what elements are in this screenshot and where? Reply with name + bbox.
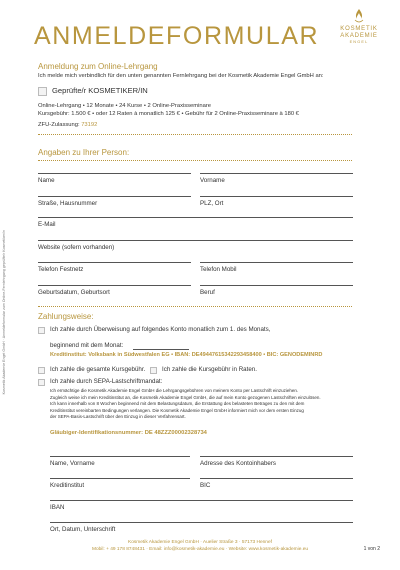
personal-heading: Angaben zu Ihrer Person: bbox=[38, 148, 130, 157]
footer-address: Kosmetik Akademie Engel GmbH · Auelier Straße 3 · 57173 Hennef bbox=[128, 540, 272, 545]
sidebar-note bbox=[2, 230, 10, 560]
total-fee-label: Ich zahle die gesamte Kursgebühr. bbox=[50, 366, 146, 373]
signature-field[interactable] bbox=[50, 522, 353, 523]
beruf-label: Beruf bbox=[200, 289, 215, 296]
plz-field[interactable] bbox=[200, 196, 353, 197]
transfer-option-label: Ich zahle durch Überweisung auf folgendes Konto monatlich zum 1. des Monats, bbox=[50, 326, 271, 333]
telefon-festnetz-field[interactable] bbox=[38, 262, 191, 263]
rates-checkbox[interactable] bbox=[150, 367, 157, 374]
zfu-label: ZFU-Zulassung: bbox=[38, 122, 80, 128]
email-label: E-Mail bbox=[38, 221, 56, 228]
total-fee-checkbox[interactable] bbox=[38, 367, 45, 374]
bic-label: BIC bbox=[200, 482, 211, 489]
start-month-label: beginnend mit dem Monat: bbox=[50, 342, 124, 349]
sepa-text-line: Kreditinstitut vereinbarten Bedingungen verlangen. Die Kosmetik Akademie Engel GmbH informiert mich vor dem ersten Einzug bbox=[50, 407, 304, 413]
geburtsdatum-label: Geburtsdatum, Geburtsort bbox=[38, 289, 110, 296]
start-month-field[interactable] bbox=[133, 349, 189, 350]
account-name-label: Name, Vorname bbox=[50, 460, 95, 467]
email-field[interactable] bbox=[38, 217, 353, 218]
logo-line1: KOSMETIK bbox=[340, 26, 378, 32]
plz-label: PLZ, Ort bbox=[200, 200, 224, 207]
payment-heading: Zahlungsweise: bbox=[38, 312, 94, 321]
transfer-checkbox[interactable] bbox=[38, 327, 45, 334]
registration-heading: Anmeldung zum Online-Lehrgang bbox=[38, 62, 158, 71]
course-details-1: Online-Lehrgang • 12 Monate • 24 Kurse • 2 Online-Praxisseminare bbox=[38, 103, 212, 109]
geburtsdatum-field[interactable] bbox=[38, 285, 191, 286]
iban-field[interactable] bbox=[50, 500, 353, 501]
sepa-text-line: Ich kann innerhalb von 8 Wochen beginnend mit dem Belastungsdatum, die Erstattung des belasteten Betrages zu den mit dem bbox=[50, 401, 305, 407]
name-field[interactable] bbox=[38, 173, 191, 174]
course-details-2: Kursgebühr: 1.500 € • oder 12 Raten à monatlich 125 € • Gebühr für 2 Online-Praxisseminare à 180 € bbox=[38, 111, 299, 117]
bank-name-label: Kreditinstitut bbox=[50, 482, 85, 489]
vorname-field[interactable] bbox=[200, 173, 353, 174]
section-divider bbox=[38, 160, 352, 161]
rates-label: Ich zahle die Kursgebühr in Raten. bbox=[162, 366, 257, 373]
beruf-field[interactable] bbox=[200, 285, 353, 286]
account-address-field[interactable] bbox=[200, 456, 353, 457]
course-checkbox-label: Geprüfte/r KOSMETIKER/IN bbox=[52, 86, 148, 95]
course-checkbox[interactable] bbox=[38, 87, 47, 96]
sepa-mandate-text bbox=[50, 388, 370, 421]
sepa-text-line: der SEPA-Basis-Lastschrift über den Einzug in dieser Verfahrensart. bbox=[50, 414, 186, 420]
sepa-checkbox[interactable] bbox=[38, 379, 45, 386]
page-number: 1 von 2 bbox=[363, 546, 380, 552]
telefon-mobil-label: Telefon Mobil bbox=[200, 266, 237, 273]
zfu-number: 73192 bbox=[81, 122, 98, 128]
account-address-label: Adresse des Kontoinhabers bbox=[200, 460, 277, 467]
telefon-mobil-field[interactable] bbox=[200, 262, 353, 263]
name-label: Name bbox=[38, 177, 55, 184]
bic-field[interactable] bbox=[200, 478, 353, 479]
signature-label: Ort, Datum, Unterschrift bbox=[50, 526, 116, 533]
footer-contact: Mobil: + 49 178 8748431 · Email: info@kosmetik-akademie.eu · Website: www.kosmetik-akademie.eu bbox=[91, 547, 309, 552]
vorname-label: Vorname bbox=[200, 177, 225, 184]
page-title: ANMELDEFORMULAR bbox=[34, 22, 320, 50]
creditor-id: Gläubiger-Identifikationsnummer: DE 48ZZZ00002328734 bbox=[50, 430, 207, 436]
iban-label: IBAN bbox=[50, 504, 65, 511]
strasse-label: Straße, Hausnummer bbox=[38, 200, 98, 207]
sidebar-note-text: Kosmetik Akademie Engel GmbH · Anmeldeformular zum Online-Fernlehrgang geprüfte/r Kosmetiker/in bbox=[2, 230, 6, 395]
account-name-field[interactable] bbox=[50, 456, 190, 457]
section-divider bbox=[38, 306, 352, 307]
website-field[interactable] bbox=[38, 240, 353, 241]
sepa-option-label: Ich zahle durch SEPA-Lastschriftmandat: bbox=[50, 378, 163, 385]
zfu-approval bbox=[38, 122, 97, 129]
company-logo bbox=[334, 8, 384, 45]
bank-details: Kreditinstitut: Volksbank in Südwestfalen EG • IBAN: DE49447615342293458400 • BIC: GENODEMINRD bbox=[50, 352, 323, 358]
section-divider bbox=[38, 134, 352, 135]
registration-intro: Ich melde mich verbindlich für den unten genannten Fernlehrgang bei der Kosmetik Akademie Engel GmbH an: bbox=[38, 73, 324, 79]
telefon-festnetz-label: Telefon Festnetz bbox=[38, 266, 84, 273]
flame-logo-icon bbox=[334, 8, 384, 26]
sepa-text-line: Ich ermächtige die Kosmetik Akademie Engel GmbH die Lehrgangsgebühren von meinem Konto per Lastschrift einzuziehen. bbox=[50, 388, 299, 393]
logo-line2: AKADEMIE bbox=[340, 33, 378, 39]
bank-name-field[interactable] bbox=[50, 478, 190, 479]
website-label: Website (sofern vorhanden) bbox=[38, 244, 115, 251]
sepa-text-line: Zugleich weise ich mein Kreditinstitut an, die Kosmetik Akademie Engel GmbH, die auf mein Konto gezogenen Lastschriften einzulösen. bbox=[50, 394, 321, 400]
strasse-field[interactable] bbox=[38, 196, 191, 197]
logo-line3: ENGEL bbox=[349, 40, 369, 44]
